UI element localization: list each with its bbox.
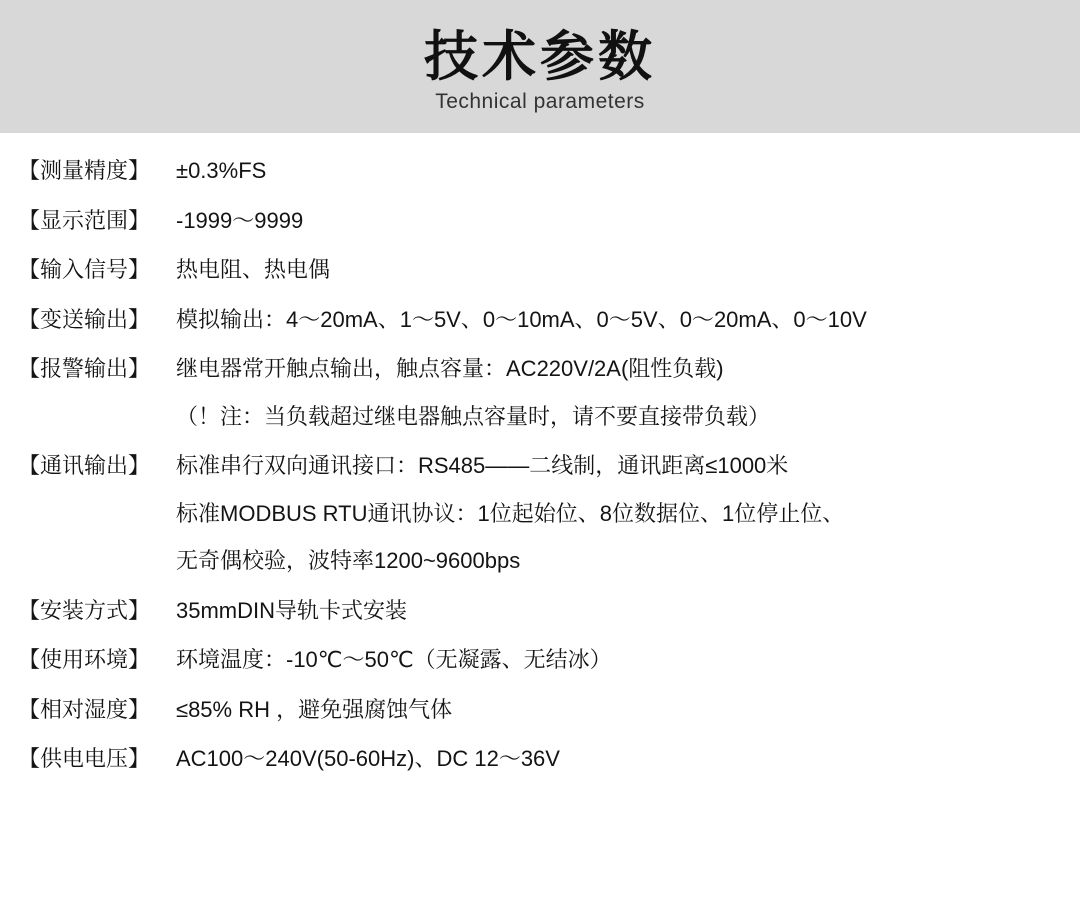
- spec-list: [0, 133, 1080, 795]
- spec-row: [0, 256, 1080, 284]
- spec-row: [0, 207, 1080, 235]
- spec-row: [0, 696, 1080, 724]
- spec-continuation-text: 标准MODBUS RTU通讯协议：1位起始位、8位数据位、1位停止位、: [176, 500, 845, 526]
- spec-label: 【报警输出】: [18, 356, 151, 381]
- spec-label: 【测量精度】: [18, 158, 151, 183]
- spec-value: 标准串行双向通讯接口：RS485——二线制，通讯距离≤1000米: [176, 453, 789, 478]
- spec-label: 【输入信号】: [18, 257, 151, 282]
- spec-row: [0, 452, 1080, 480]
- page-subtitle: Technical parameters: [435, 89, 645, 113]
- spec-value-continuation: [0, 500, 1080, 528]
- spec-label: 【相对湿度】: [18, 696, 151, 722]
- spec-label: 【通讯输出】: [18, 453, 151, 478]
- spec-indent-spacer: [18, 547, 176, 575]
- spec-continuation-text: （！注：当负载超过继电器触点容量时，请不要直接带负载）: [176, 403, 771, 429]
- spec-value: ≤85% RH ，避免强腐蚀气体: [176, 696, 453, 722]
- spec-value-continuation: [0, 403, 1080, 431]
- spec-indent-spacer: [18, 500, 176, 528]
- spec-value: 热电阻、热电偶: [176, 257, 331, 282]
- spec-value: 35mmDIN导轨卡式安装: [176, 597, 408, 623]
- spec-value: -1999〜9999: [176, 207, 304, 233]
- spec-value-continuation: [0, 547, 1080, 575]
- spec-value: ±0.3%FS: [176, 158, 267, 183]
- spec-row: [0, 745, 1080, 773]
- page-header: [0, 0, 1080, 133]
- spec-row: [0, 646, 1080, 674]
- spec-row: [0, 597, 1080, 625]
- spec-indent-spacer: [18, 403, 176, 431]
- spec-row: [0, 157, 1080, 185]
- spec-label: 【使用环境】: [18, 647, 151, 672]
- spec-continuation-text: 无奇偶校验，波特率1200~9600bps: [176, 548, 521, 573]
- spec-label: 【变送输出】: [18, 306, 151, 332]
- page-title: 技术参数: [424, 27, 656, 88]
- spec-label: 【显示范围】: [18, 207, 151, 233]
- spec-value: 继电器常开触点输出，触点容量：AC220V/2A(阻性负载): [176, 356, 724, 381]
- spec-value: 模拟输出：4〜20mA、1〜5V、0〜10mA、0〜5V、0〜20mA、0〜10V: [176, 306, 867, 332]
- spec-label: 【安装方式】: [18, 597, 151, 623]
- spec-label: 【供电电压】: [18, 746, 151, 771]
- spec-value: AC100〜240V(50-60Hz)、DC 12〜36V: [176, 746, 560, 771]
- spec-row: [0, 355, 1080, 383]
- spec-row: [0, 306, 1080, 334]
- spec-value: 环境温度：-10℃〜50℃（无凝露、无结冰）: [176, 647, 612, 672]
